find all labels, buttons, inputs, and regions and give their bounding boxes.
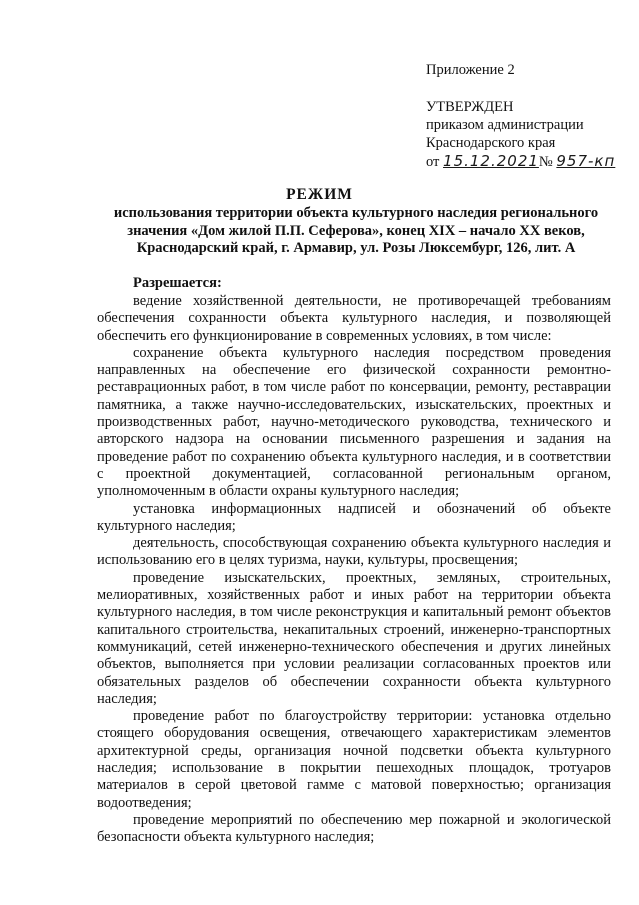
paragraph: проведение изыскательских, проектных, земляных, строительных, мелиоративных, хозяйственных работ и иных работ на территории объекта культурного наследия, в том числе реконструкция и капитальный ремонт объектов капитального строительства, некапитальных строений, инженерно-транспортных коммуникаций, сетей инженерно-технического обеспечения и других линейных объектов, выполняется при условии реализации согласованных проектов или обязательных разделов об обеспечении сохранности объекта культурного наследия; [97,569,611,707]
number-prefix: № [538,154,553,170]
subtitle-line: значения «Дом жилой П.П. Сеферова», конец XIX – начало XX веков, [127,222,585,239]
appendix-label: Приложение 2 [426,62,515,78]
section-heading: Разрешается: [133,275,222,291]
document-subtitle [102,205,610,258]
region-label: Краснодарского края [426,135,556,151]
paragraph: проведение работ по благоустройству территории: установка отдельно стоящего оборудования освещения, отвечающего характеристикам элементов архитектурной среды, организация ночной подсветки объекта культурного наследия; использование в покрытии пешеходных площадок, тротуаров материалов в серой цветовой гамме с матовой поверхностью; организация водоотведения; [97,708,611,811]
date-prefix: от [426,154,440,170]
handwritten-number: 957-кп [556,152,616,170]
paragraph: деятельность, способствующая сохранению объекта культурного наследия и использованию его в целях туризма, науки, культуры, просвещения; [97,535,611,569]
subtitle-line: Краснодарский край, г. Армавир, ул. Розы Люксембург, 126, лит. А [136,240,576,256]
paragraph: ведение хозяйственной деятельности, не противоречащей требованиям обеспечения сохранности объекта культурного наследия, и позволяющей обеспечить его функционирование в современных условиях, в том числе: [97,293,611,344]
order-label: приказом администрации [426,117,584,133]
paragraph: проведение мероприятий по обеспечению мер пожарной и экологической безопасности объекта культурного наследия; [97,811,611,846]
paragraph: установка информационных надписей и обозначений об объекте культурного наследия; [97,500,611,534]
approved-label: УТВЕРЖДЕН [426,99,514,115]
document-title: РЕЖИМ [286,186,353,203]
subtitle-line: использования территории объекта культурного наследия регионального [113,205,599,221]
paragraph: сохранение объекта культурного наследия посредством проведения направленных на обеспечение его физической сохранности ремонтно-реставрационных работ, в том числе работ по консервации, ремонту, реставрации памятника, а также научно-исследовательских, изыскательских, проектных и производственных работ, научно-методического руководства, технического и авторского надзора на основании письменного разрешения и задания на проведение работ по сохранению объекта культурного наследия, и в соответствии с проектной документацией, согласованной региональным органом, уполномоченным в области охраны культурного наследия; [97,344,611,500]
date-line [426,152,615,171]
body-text [97,293,611,847]
approval-block [426,98,615,171]
handwritten-date: 15.12.2021 [443,152,539,170]
